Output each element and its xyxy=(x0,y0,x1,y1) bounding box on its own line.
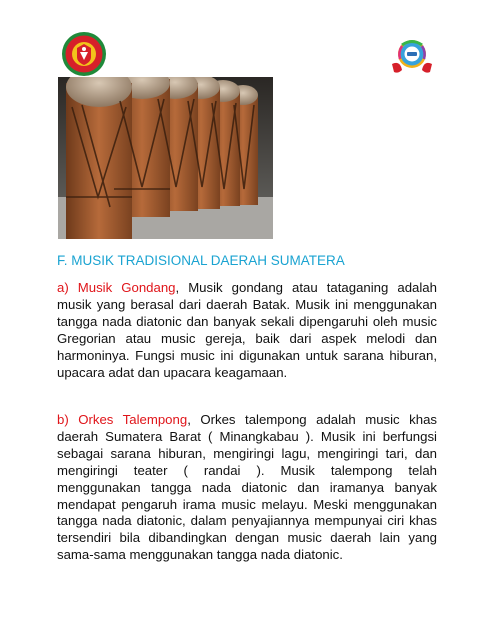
paragraph-lead-title: a) Musik Gondang xyxy=(57,280,176,295)
paragraph-musik-gondang xyxy=(57,280,437,381)
colorful-globe-logo xyxy=(388,34,436,82)
paragraph-lead-title: b) Orkes Talempong xyxy=(57,412,188,427)
paragraph-body-text: , Orkes talempong adalah music khas daerah Sumatera Barat ( Minangkabau ). Musik ini berfungsi sebagai sarana hiburan, mengiringi lagu, mengiringi tari, dan mengiringi teater ( randai ). Musik talempong telah menggunakan tangga nada diatonic dan iramanya banyak mendapat pengaruh irama music melayu. Meski menggunakan tangga nada diatonic, dalam penyajiannya mempunyai ciri khas tersendiri bila dibandingkan dengan music daerah lain yang sama-sama menggunakan tangga nada diatonic. xyxy=(57,412,438,563)
paragraph-body-text: , Musik gondang atau tataganing adalah musik yang berasal dari daerah Batak. Musik ini menggunakan tangga nada diatonic dan banyak sekali dipengaruhi oleh music Gregorian atau music gereja, baik dari aspek melodi dan harmoninya. Fungsi music ini digunakan untuk sarana hiburan, upacara adat dan upacara keagamaan. xyxy=(57,280,437,380)
traditional-drums-photo xyxy=(58,77,273,239)
section-heading: F. MUSIK TRADISIONAL DAERAH SUMATERA xyxy=(57,253,345,268)
paragraph-orkes-talempong xyxy=(57,412,437,564)
school-emblem-logo xyxy=(60,30,108,78)
